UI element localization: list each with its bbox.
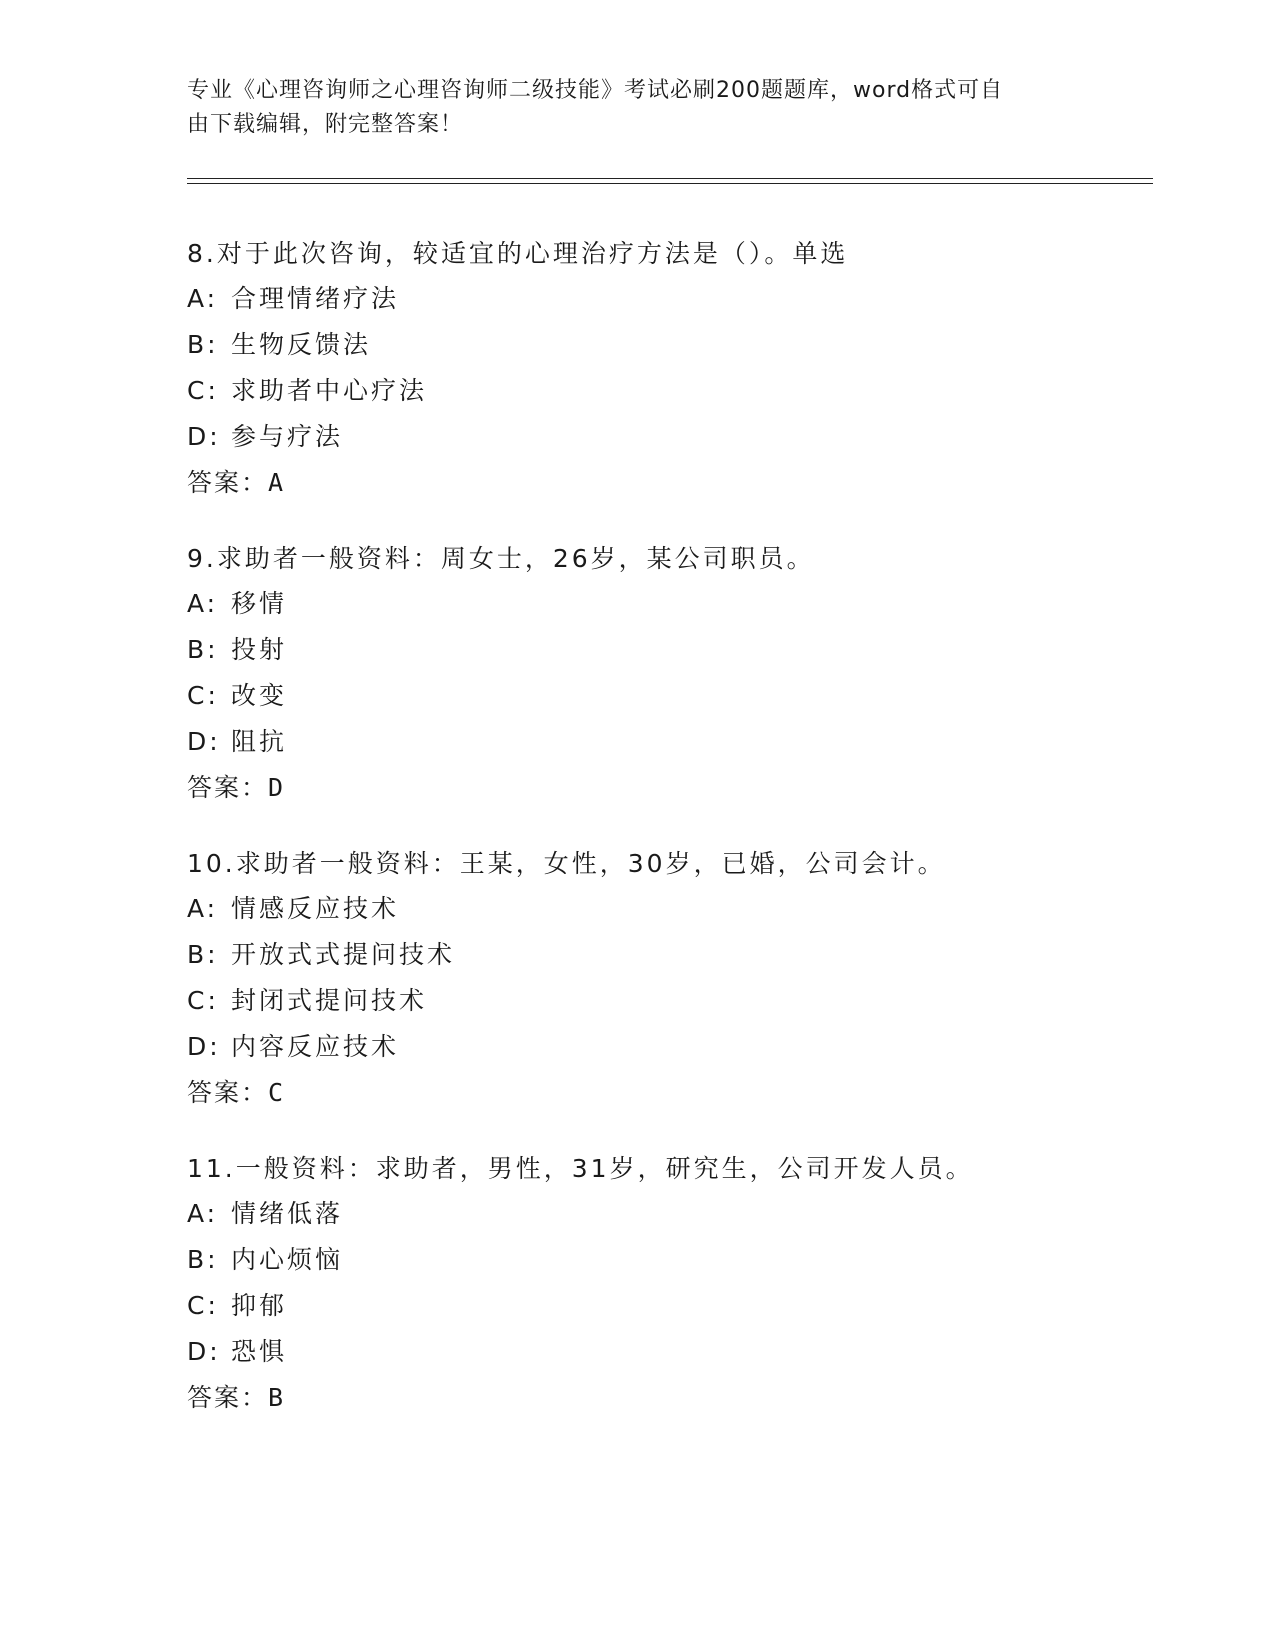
- answer-value: A: [268, 468, 286, 497]
- option-a: [187, 886, 1137, 932]
- option-letter: D:: [187, 1337, 221, 1366]
- answer-label: 答案：: [187, 468, 269, 497]
- option-text: 内容反应技术: [231, 1032, 400, 1061]
- option-c: [187, 368, 1137, 414]
- option-letter: A:: [187, 284, 219, 313]
- question-stem: 8.对于此次咨询，较适宜的心理治疗方法是（）。单选: [187, 239, 849, 268]
- option-letter: C:: [187, 1291, 219, 1320]
- answer-value: D: [268, 773, 286, 802]
- option-d: [187, 719, 1137, 765]
- document-header: [187, 74, 1067, 142]
- option-letter: D:: [187, 727, 221, 756]
- option-b: [187, 322, 1137, 368]
- option-text: 情绪低落: [231, 1199, 344, 1228]
- option-a: [187, 581, 1137, 627]
- option-letter: D:: [187, 1032, 221, 1061]
- option-b: [187, 627, 1137, 673]
- answer-value: B: [268, 1383, 286, 1412]
- option-letter: D:: [187, 422, 221, 451]
- option-letter: B:: [187, 330, 219, 359]
- question-stem: 10.求助者一般资料：王某，女性，30岁，已婚，公司会计。: [187, 849, 946, 878]
- option-b: [187, 932, 1137, 978]
- question-9: [187, 537, 1137, 811]
- option-letter: C:: [187, 376, 219, 405]
- header-line-2: 由下载编辑，附完整答案！: [187, 112, 464, 137]
- option-letter: A:: [187, 894, 219, 923]
- answer-line: [187, 460, 1137, 506]
- option-b: [187, 1237, 1137, 1283]
- answer-line: [187, 765, 1137, 811]
- option-d: [187, 1024, 1137, 1070]
- option-c: [187, 673, 1137, 719]
- option-text: 生物反馈法: [231, 330, 372, 359]
- option-c: [187, 978, 1137, 1024]
- question-stem: 11.一般资料：求助者，男性，31岁，研究生，公司开发人员。: [187, 1154, 974, 1183]
- answer-label: 答案：: [187, 1078, 269, 1107]
- option-text: 封闭式提问技术: [231, 986, 428, 1015]
- option-text: 抑郁: [231, 1291, 288, 1320]
- option-text: 合理情绪疗法: [231, 284, 400, 313]
- option-a: [187, 1191, 1137, 1237]
- header-divider-top: [187, 178, 1153, 179]
- header-line-1: 专业《心理咨询师之心理咨询师二级技能》考试必刷200题题库，word格式可自: [187, 78, 1004, 103]
- answer-label: 答案：: [187, 773, 269, 802]
- option-d: [187, 1329, 1137, 1375]
- option-letter: A:: [187, 589, 219, 618]
- option-letter: B:: [187, 1245, 219, 1274]
- option-text: 投射: [231, 635, 288, 664]
- option-letter: C:: [187, 986, 219, 1015]
- question-stem: 9.求助者一般资料：周女士，26岁，某公司职员。: [187, 544, 815, 573]
- option-text: 移情: [231, 589, 288, 618]
- option-text: 恐惧: [231, 1337, 288, 1366]
- question-8: [187, 232, 1137, 506]
- answer-line: [187, 1070, 1137, 1116]
- answer-value: C: [268, 1078, 286, 1107]
- question-11: [187, 1147, 1137, 1421]
- option-a: [187, 276, 1137, 322]
- option-text: 求助者中心疗法: [231, 376, 428, 405]
- option-letter: C:: [187, 681, 219, 710]
- option-letter: A:: [187, 1199, 219, 1228]
- header-divider-bottom: [187, 183, 1153, 184]
- option-text: 开放式式提问技术: [231, 940, 456, 969]
- option-d: [187, 414, 1137, 460]
- option-text: 内心烦恼: [231, 1245, 344, 1274]
- option-text: 阻抗: [231, 727, 288, 756]
- answer-line: [187, 1375, 1137, 1421]
- option-text: 情感反应技术: [231, 894, 400, 923]
- question-10: [187, 842, 1137, 1116]
- option-text: 参与疗法: [231, 422, 344, 451]
- option-letter: B:: [187, 635, 219, 664]
- option-letter: B:: [187, 940, 219, 969]
- answer-label: 答案：: [187, 1383, 269, 1412]
- option-text: 改变: [231, 681, 288, 710]
- option-c: [187, 1283, 1137, 1329]
